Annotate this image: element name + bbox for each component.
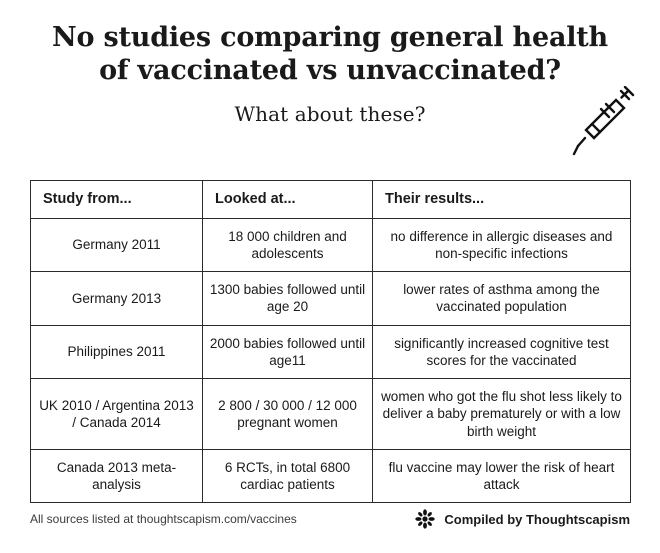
page-title-line-2: of vaccinated vs unvaccinated? — [99, 54, 561, 86]
cell-results: significantly increased cognitive test scores for the vaccinated — [373, 325, 631, 379]
cell-results: women who got the flu shot less likely to deliver a baby prematurely or with a low birth weight — [373, 379, 631, 450]
cell-looked-at: 1300 babies followed until age 20 — [203, 272, 373, 326]
column-header-looked-at: Looked at... — [203, 181, 373, 219]
cell-looked-at: 2000 babies followed until age11 — [203, 325, 373, 379]
page-title — [0, 0, 660, 88]
cell-looked-at: 18 000 children and adolescents — [203, 218, 373, 272]
table-row — [31, 218, 631, 272]
cell-results: no difference in allergic diseases and non-specific infections — [373, 218, 631, 272]
cell-study: Canada 2013 meta-analysis — [31, 449, 203, 503]
cell-results: lower rates of asthma among the vaccinated population — [373, 272, 631, 326]
cell-study: Philippines 2011 — [31, 325, 203, 379]
footer-sources: All sources listed at thoughtscapism.com/vaccines — [30, 512, 297, 526]
table-row — [31, 379, 631, 450]
cell-study: Germany 2013 — [31, 272, 203, 326]
studies-table-wrapper — [30, 180, 630, 503]
thoughtscapism-logo-icon — [414, 508, 436, 530]
cell-results: flu vaccine may lower the risk of heart attack — [373, 449, 631, 503]
cell-looked-at: 2 800 / 30 000 / 12 000 pregnant women — [203, 379, 373, 450]
table-header-row — [31, 181, 631, 219]
cell-study: Germany 2011 — [31, 218, 203, 272]
page-title-line-1: No studies comparing general health — [52, 22, 608, 53]
page-subtitle: What about these? — [234, 101, 426, 126]
syringe-icon — [572, 86, 638, 156]
cell-looked-at: 6 RCTs, in total 6800 cardiac patients — [203, 449, 373, 503]
footer-credit-text: Compiled by Thoughtscapism — [444, 511, 630, 527]
column-header-results: Their results... — [373, 181, 631, 219]
table-row — [31, 325, 631, 379]
footer-credit-group — [414, 508, 630, 530]
studies-table — [30, 180, 631, 503]
table-row — [31, 449, 631, 503]
table-row — [31, 272, 631, 326]
footer — [30, 508, 630, 530]
cell-study: UK 2010 / Argentina 2013 / Canada 2014 — [31, 379, 203, 450]
column-header-study: Study from... — [31, 181, 203, 219]
